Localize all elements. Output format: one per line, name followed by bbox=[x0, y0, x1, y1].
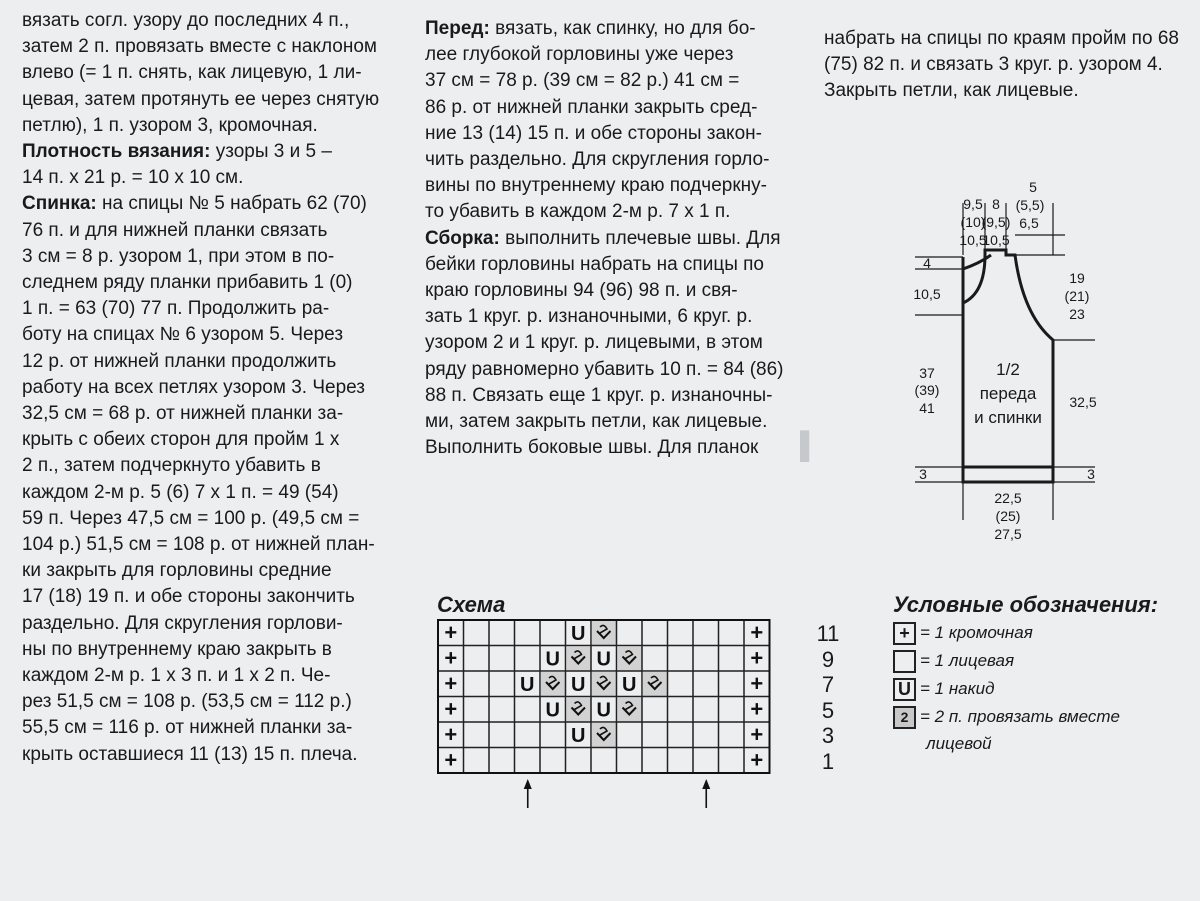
front-line: вины по внутреннему краю подчеркну- bbox=[425, 175, 767, 197]
legend-text: = 1 накид bbox=[920, 678, 995, 698]
stitch-chart bbox=[436, 618, 796, 808]
chart-cell bbox=[591, 722, 617, 748]
assembly-line: краю горловины 94 (96) 98 п. и свя- bbox=[425, 280, 738, 302]
yarn-over-symbol: U bbox=[596, 699, 611, 722]
body-label-2: переда bbox=[979, 384, 1037, 403]
chart-cell bbox=[617, 722, 643, 748]
chart-cell bbox=[489, 722, 515, 748]
back-line: 55,5 см = 116 р. от нижней планки за- bbox=[22, 717, 353, 739]
legend-symbol: + bbox=[893, 622, 916, 645]
chart-cell bbox=[591, 671, 617, 697]
chart-cell bbox=[693, 722, 719, 748]
chart-cell bbox=[617, 646, 643, 672]
back-label: Спинка: bbox=[22, 193, 97, 215]
dim-width-3: 27,5 bbox=[994, 526, 1022, 542]
back-text: на спицы № 5 набрать 62 (70) bbox=[102, 193, 367, 215]
chart-cell bbox=[642, 671, 668, 697]
chart-cell bbox=[693, 646, 719, 672]
back-line: ки закрыть для горловины средние bbox=[22, 560, 332, 582]
chart-cell bbox=[719, 722, 745, 748]
back-first-line bbox=[22, 191, 397, 217]
back-line: 1 п. = 63 (70) 77 п. Продолжить ра- bbox=[22, 298, 330, 320]
density-label: Плотность вязания: bbox=[22, 141, 211, 163]
assembly-label: Сборка: bbox=[425, 227, 500, 249]
chart-cell bbox=[693, 620, 719, 646]
legend-item bbox=[893, 650, 1014, 673]
edge-stitch-symbol: + bbox=[750, 696, 764, 722]
yarn-over-symbol: U bbox=[520, 673, 535, 696]
back-line: 104 р.) 51,5 см = 108 р. от нижней план- bbox=[22, 534, 375, 556]
density-text: узоры 3 и 5 – bbox=[215, 141, 332, 163]
yarn-over-symbol: U bbox=[571, 673, 586, 696]
chart-cell bbox=[540, 722, 566, 748]
chart-cell bbox=[515, 620, 541, 646]
dim-neck-2: (9,5) bbox=[981, 214, 1011, 230]
dim-neck-1: 8 bbox=[992, 196, 1000, 212]
legend-item bbox=[893, 678, 995, 701]
front-line: ние 13 (14) 15 п. и обе стороны закон- bbox=[425, 122, 762, 144]
row-number: 5 bbox=[821, 697, 835, 723]
back-line: работу на всех петлях узором 3. Через bbox=[22, 376, 365, 398]
back-paragraph bbox=[22, 218, 397, 768]
row-number: 3 bbox=[821, 723, 835, 748]
dim-width-1: 22,5 bbox=[994, 490, 1022, 506]
chart-cell bbox=[464, 646, 490, 672]
edge-stitch-symbol: + bbox=[750, 747, 764, 773]
chart-cell bbox=[693, 697, 719, 723]
chart-cell bbox=[566, 697, 592, 723]
assembly-line: узором 2 и 1 круг. р. лицевыми, в этом bbox=[425, 332, 763, 354]
back-line: 3 см = 8 р. узором 1, при этом в по- bbox=[22, 245, 335, 267]
chart-cell bbox=[515, 748, 541, 774]
dim-band-right: 3 bbox=[1087, 466, 1095, 482]
back-line: боту на спицах № 6 узором 5. Через bbox=[22, 324, 344, 346]
front-line: лее глубокой горловины уже через bbox=[425, 44, 734, 66]
chart-cell bbox=[566, 646, 592, 672]
yarn-over-symbol: U bbox=[571, 622, 586, 645]
legend-text: = 1 лицевая bbox=[920, 650, 1015, 670]
chart-cell bbox=[668, 697, 694, 723]
body-label-3: и спинки bbox=[974, 408, 1042, 427]
chart-cell bbox=[515, 697, 541, 723]
edge-stitch-symbol: + bbox=[444, 670, 458, 696]
assembly-paragraph bbox=[425, 252, 795, 462]
front-line: то убавить в каждом 2-м р. 7 х 1 п. bbox=[425, 201, 731, 223]
chart-cell bbox=[540, 671, 566, 697]
schema-title: Схема bbox=[437, 592, 506, 617]
intro-paragraph bbox=[22, 8, 397, 139]
back-line: ны по внутреннему краю закрыть в bbox=[22, 638, 332, 660]
chart-cell bbox=[617, 697, 643, 723]
bleedthrough-text: ▌ bbox=[800, 430, 819, 460]
chart-cell bbox=[719, 671, 745, 697]
column-2 bbox=[425, 16, 795, 461]
assembly-first-line bbox=[425, 226, 795, 252]
chart-cell bbox=[642, 697, 668, 723]
yarn-over-symbol: U bbox=[622, 673, 637, 696]
front-line: 37 см = 78 р. (39 см = 82 р.) 41 см = bbox=[425, 70, 740, 92]
chart-cell bbox=[642, 748, 668, 774]
yarn-over-symbol: U bbox=[571, 724, 586, 747]
dim-neckdepth-2: (5,5) bbox=[1015, 197, 1045, 213]
front-first-line bbox=[425, 16, 795, 42]
finishing-paragraph bbox=[824, 26, 1184, 105]
legend-text: = 2 п. провязать вместе bbox=[920, 706, 1120, 726]
dim-armhole-r1: 19 bbox=[1069, 270, 1085, 286]
dim-neckdepth-3: 6,5 bbox=[1019, 215, 1039, 231]
chart-cell bbox=[489, 620, 515, 646]
edge-stitch-symbol: + bbox=[444, 619, 458, 645]
back-line: 12 р. от нижней планки продолжить bbox=[22, 350, 337, 372]
garment-diagram bbox=[905, 175, 1105, 545]
back-line: 76 п. и для нижней планки связать bbox=[22, 219, 328, 241]
dim-neckdepth-1: 5 bbox=[1029, 179, 1037, 195]
chart-cell bbox=[540, 620, 566, 646]
chart-cell bbox=[489, 671, 515, 697]
chart-cell bbox=[693, 748, 719, 774]
yarn-over-symbol: U bbox=[596, 648, 611, 671]
chart-cell bbox=[719, 646, 745, 672]
chart-cell bbox=[540, 748, 566, 774]
yarn-over-symbol: U bbox=[545, 699, 560, 722]
dim-armhole-r2: (21) bbox=[1064, 288, 1090, 304]
density-line-2: 14 п. х 21 р. = 10 х 10 см. bbox=[22, 167, 244, 189]
chart-cell bbox=[464, 748, 490, 774]
finishing-line: набрать на спицы по краям пройм по 68 bbox=[824, 28, 1179, 49]
assembly-line: зать 1 круг. р. изнаночными, 6 круг. р. bbox=[425, 306, 753, 328]
back-line: 17 (18) 19 п. и обе стороны закончить bbox=[22, 586, 355, 608]
edge-stitch-symbol: + bbox=[750, 670, 764, 696]
back-line: крыть оставшиеся 11 (13) 15 п. плеча. bbox=[22, 743, 358, 765]
chart-cell bbox=[464, 722, 490, 748]
neck-curve bbox=[963, 255, 991, 269]
chart-cell bbox=[515, 722, 541, 748]
back-line: рез 51,5 см = 108 р. (53,5 см = 112 р.) bbox=[22, 691, 352, 713]
edge-stitch-symbol: + bbox=[750, 619, 764, 645]
assembly-line: 88 п. Связать еще 1 круг. р. изнаночны- bbox=[425, 384, 773, 406]
chart-cell bbox=[668, 671, 694, 697]
chart-cell bbox=[668, 748, 694, 774]
row-number: 9 bbox=[821, 646, 835, 672]
dim-neck-front: 4 bbox=[923, 255, 931, 271]
dim-neck-3: 10,5 bbox=[982, 232, 1010, 248]
chart-cell bbox=[464, 620, 490, 646]
finishing-line: Закрыть петли, как лицевые. bbox=[824, 80, 1079, 102]
back-line: 2 п., затем подчеркнуто убавить в bbox=[22, 455, 321, 477]
front-line: 86 р. от нижней планки закрыть сред- bbox=[425, 96, 758, 118]
back-line: 59 п. Через 47,5 см = 100 р. (49,5 см = bbox=[22, 507, 360, 529]
chart-cell bbox=[719, 697, 745, 723]
chart-cell bbox=[668, 620, 694, 646]
back-line: раздельно. Для скругления горлови- bbox=[22, 612, 343, 634]
back-line: каждом 2-м р. 5 (6) 7 х 1 п. = 49 (54) bbox=[22, 481, 339, 503]
dim-armhole-left: 10,5 bbox=[913, 286, 941, 302]
chart-cell bbox=[464, 671, 490, 697]
back-line: крыть с обеих сторон для пройм 1 х bbox=[22, 429, 340, 451]
assembly-line: ряду равномерно убавить 10 п. = 84 (86) bbox=[425, 358, 784, 380]
back-line: 32,5 см = 68 р. от нижней планки за- bbox=[22, 403, 344, 425]
finishing-line: (75) 82 п. и связать 3 круг. р. узором 4. bbox=[824, 54, 1163, 76]
chart-cell bbox=[617, 748, 643, 774]
density-line bbox=[22, 139, 397, 165]
chart-cell bbox=[719, 620, 745, 646]
dim-shoulder-3: 10,5 bbox=[959, 232, 987, 248]
legend-item bbox=[893, 622, 1033, 645]
chart-cell bbox=[566, 748, 592, 774]
assembly-text: выполнить плечевые швы. Для bbox=[505, 227, 781, 249]
edge-stitch-symbol: + bbox=[444, 721, 458, 747]
chart-cell bbox=[515, 646, 541, 672]
chart-cell bbox=[668, 722, 694, 748]
assembly-line: Выполнить боковые швы. Для планок bbox=[425, 437, 759, 459]
row-number: 7 bbox=[821, 672, 835, 697]
chart-cell bbox=[617, 620, 643, 646]
legend-title: Условные обозначения: bbox=[893, 592, 1159, 617]
dim-length-right: 32,5 bbox=[1069, 394, 1097, 410]
dim-length-3: 41 bbox=[919, 400, 935, 416]
legend-text: = 1 кромочная bbox=[920, 622, 1033, 642]
chart-cell bbox=[642, 646, 668, 672]
dim-band-left: 3 bbox=[919, 466, 927, 482]
front-line: чить раздельно. Для скругления горло- bbox=[425, 149, 770, 171]
legend-item bbox=[893, 706, 1120, 729]
assembly-line: ми, затем закрыть петли, как лицевые. bbox=[425, 411, 768, 433]
back-line: следнем ряду планки прибавить 1 (0) bbox=[22, 272, 353, 294]
chart-cell bbox=[464, 697, 490, 723]
repeat-arrowhead bbox=[702, 779, 710, 789]
dim-length-1: 37 bbox=[919, 365, 935, 381]
chart-cell bbox=[591, 748, 617, 774]
column-3 bbox=[824, 26, 1184, 105]
edge-stitch-symbol: + bbox=[444, 645, 458, 671]
repeat-arrowhead bbox=[524, 779, 532, 789]
dim-length-2: (39) bbox=[914, 382, 940, 398]
back-line: каждом 2-м р. 1 х 3 п. и 1 х 2 п. Че- bbox=[22, 665, 331, 687]
chart-cell bbox=[719, 748, 745, 774]
dim-shoulder-1: 9,5 bbox=[963, 196, 983, 212]
chart-cell bbox=[693, 671, 719, 697]
legend-text-continuation: лицевой bbox=[926, 734, 992, 753]
legend-symbol: U bbox=[893, 678, 916, 701]
edge-stitch-symbol: + bbox=[444, 747, 458, 773]
intro-line: вязать согл. узору до последних 4 п., bbox=[22, 10, 350, 31]
dim-armhole-r3: 23 bbox=[1069, 306, 1085, 322]
intro-line: влево (= 1 п. снять, как лицевую, 1 ли- bbox=[22, 62, 362, 84]
dim-width-2: (25) bbox=[995, 508, 1021, 524]
row-number: 11 bbox=[816, 621, 840, 646]
front-text: вязать, как спинку, но для бо- bbox=[495, 18, 756, 39]
intro-line: цевая, затем протянуть ее через снятую bbox=[22, 88, 380, 110]
intro-line: петлю), 1 п. узором 3, кромочная. bbox=[22, 114, 318, 136]
chart-cell bbox=[642, 620, 668, 646]
chart-cell bbox=[489, 748, 515, 774]
assembly-line: бейки горловины набрать на спицы по bbox=[425, 253, 765, 275]
body-label-1: 1/2 bbox=[996, 360, 1020, 379]
chart-cell bbox=[591, 620, 617, 646]
dim-shoulder-2: (10) bbox=[960, 214, 986, 230]
legend-symbol: 2 bbox=[893, 706, 916, 729]
legend-symbol bbox=[893, 650, 916, 673]
front-paragraph bbox=[425, 42, 795, 225]
chart-cell bbox=[489, 697, 515, 723]
intro-line: затем 2 п. провязать вместе с наклоном bbox=[22, 36, 377, 58]
edge-stitch-symbol: + bbox=[750, 645, 764, 671]
row-number: 1 bbox=[821, 748, 835, 774]
edge-stitch-symbol: + bbox=[750, 721, 764, 747]
front-label: Перед: bbox=[425, 18, 490, 39]
edge-stitch-symbol: + bbox=[444, 696, 458, 722]
chart-cell bbox=[642, 722, 668, 748]
column-1 bbox=[22, 8, 397, 768]
yarn-over-symbol: U bbox=[545, 648, 560, 671]
chart-cell bbox=[489, 646, 515, 672]
chart-cell bbox=[668, 646, 694, 672]
